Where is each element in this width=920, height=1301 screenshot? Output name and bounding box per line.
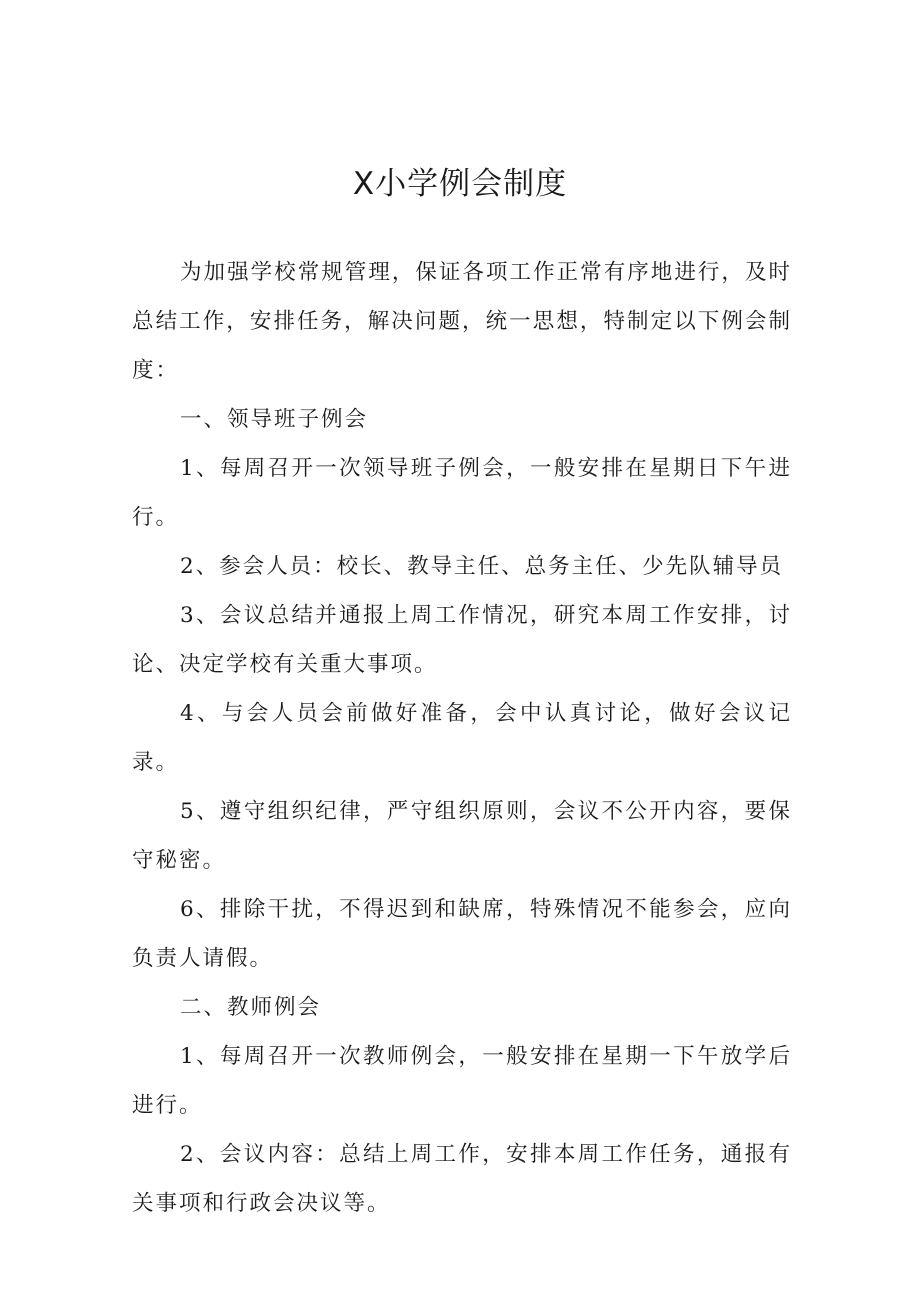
leadership-item-5: 5、遵守组织纪律，严守组织原则，会议不公开内容，要保守秘密。	[132, 799, 792, 873]
leadership-item-2: 2、参会人员：校长、教导主任、总务主任、少先队辅导员	[180, 554, 784, 579]
leadership-item-6: 6、排除干扰，不得迟到和缺席，特殊情况不能参会，应向负责人请假。	[132, 897, 792, 971]
section-heading-teachers: 二、教师例会	[180, 995, 322, 1020]
document-body	[132, 248, 792, 1228]
leadership-item-4: 4、与会人员会前做好准备，会中认真讨论，做好会议记录。	[132, 701, 792, 775]
teachers-item-2: 2、会议内容：总结上周工作，安排本周工作任务，通报有关事项和行政会决议等。	[132, 1142, 792, 1216]
section-heading-leadership: 一、领导班子例会	[180, 407, 369, 432]
teachers-item-1: 1、每周召开一次教师例会，一般安排在星期一下午放学后进行。	[132, 1044, 792, 1118]
document-title: X小学例会制度	[352, 166, 568, 202]
leadership-item-3: 3、会议总结并通报上周工作情况，研究本周工作安排，讨论、决定学校有关重大事项。	[132, 603, 792, 677]
intro-paragraph: 为加强学校常规管理，保证各项工作正常有序地进行，及时总结工作，安排任务，解决问题，统一思想，特制定以下例会制度：	[132, 260, 792, 383]
leadership-item-1: 1、每周召开一次领导班子例会，一般安排在星期日下午进行。	[132, 456, 792, 530]
